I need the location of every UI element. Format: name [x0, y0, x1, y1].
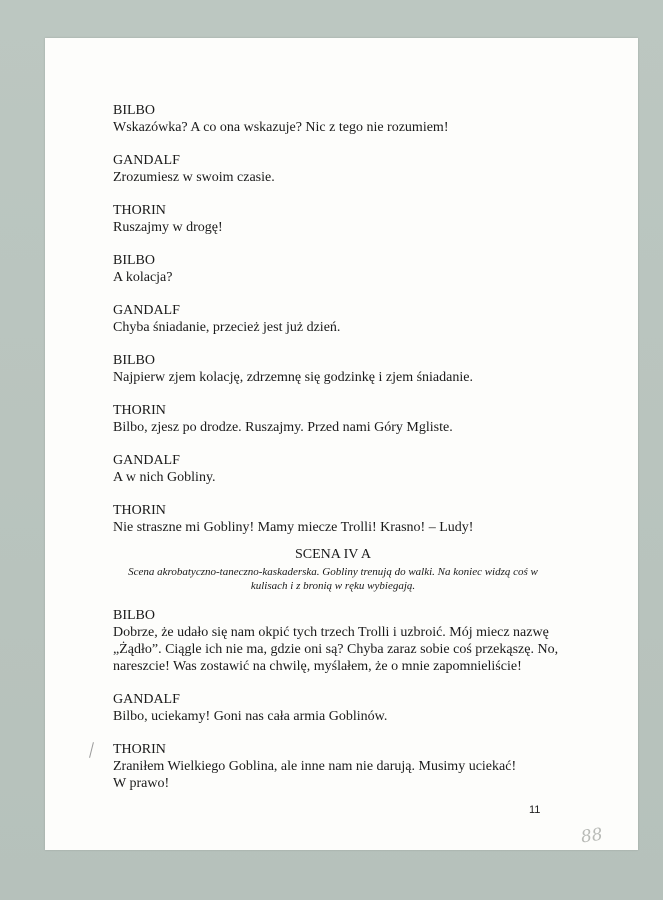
speaker-name: BILBO — [113, 103, 155, 118]
speaker-name: THORIN — [113, 403, 166, 418]
dialogue-line: A kolacja? — [113, 270, 173, 285]
page-number: 11 — [529, 804, 541, 816]
dialogue-block — [113, 452, 553, 486]
script-content — [113, 102, 559, 808]
speaker-name: GANDALF — [113, 153, 180, 168]
speaker-name: GANDALF — [113, 453, 180, 468]
dialogue-line: Dobrze, że udało się nam okpić tych trzech Trolli i uzbroić. Mój miecz nazwę — [113, 625, 549, 640]
dialogue-line: Wskazówka? A co ona wskazuje? Nic z tego nie rozumiem! — [113, 120, 449, 135]
dialogue-block — [113, 741, 553, 792]
dialogue-line: Zrozumiesz w swoim czasie. — [113, 170, 275, 185]
speaker-name: THORIN — [113, 203, 166, 218]
dialogue-block — [113, 202, 553, 236]
dialogue-line: Ruszajmy w drogę! — [113, 220, 223, 235]
document-page — [45, 38, 638, 850]
speaker-name: GANDALF — [113, 303, 180, 318]
dialogue-block — [113, 302, 553, 336]
stage-direction: Scena akrobatyczno-taneczno-kaskaderska. Gobliny trenują do walki. Na koniec widzą coś w — [128, 566, 538, 578]
dialogue-line: A w nich Gobliny. — [113, 470, 216, 485]
dialogue-line: Chyba śniadanie, przecież jest już dzień. — [113, 320, 341, 335]
dialogue-line: nareszcie! Was zostawić na chwilę, myślałem, że o mnie zapomnieliście! — [113, 659, 522, 674]
speaker-name: GANDALF — [113, 692, 180, 707]
dialogue-block — [113, 691, 553, 725]
dialogue-line: Bilbo, uciekamy! Goni nas cała armia Goblinów. — [113, 709, 388, 724]
dialogue-block — [113, 102, 553, 136]
dialogue-line: Nie straszne mi Gobliny! Mamy miecze Trolli! Krasno! – Ludy! — [113, 520, 474, 535]
dialogue-block — [113, 402, 553, 436]
dialogue-line: Bilbo, zjesz po drodze. Ruszajmy. Przed nami Góry Mgliste. — [113, 420, 453, 435]
dialogue-block — [113, 607, 559, 675]
speaker-name: THORIN — [113, 503, 166, 518]
stage-direction: kulisach i z bronią w ręku wybiegają. — [250, 580, 416, 592]
dialogue-line: W prawo! — [113, 776, 170, 791]
dialogue-line: „Żądło”. Ciągle ich nie ma, gdzie oni są? Chyba zaraz sobie coś przekąszę. No, — [113, 642, 559, 657]
dialogue-block — [113, 352, 553, 386]
dialogue-line: Najpierw zjem kolację, zdrzemnę się godzinkę i zjem śniadanie. — [113, 370, 473, 385]
scene-heading — [113, 546, 553, 593]
dialogue-line: Zraniłem Wielkiego Goblina, ale inne nam nie darują. Musimy uciekać! — [113, 759, 517, 774]
scene-title: SCENA IV A — [295, 547, 371, 562]
handwritten-page-mark: 88 — [579, 824, 604, 848]
dialogue-block — [113, 252, 553, 286]
speaker-name: BILBO — [113, 353, 155, 368]
speaker-name: BILBO — [113, 608, 155, 623]
dialogue-block — [113, 502, 553, 536]
speaker-name: THORIN — [113, 742, 166, 757]
speaker-name: BILBO — [113, 253, 155, 268]
dialogue-block — [113, 152, 553, 186]
